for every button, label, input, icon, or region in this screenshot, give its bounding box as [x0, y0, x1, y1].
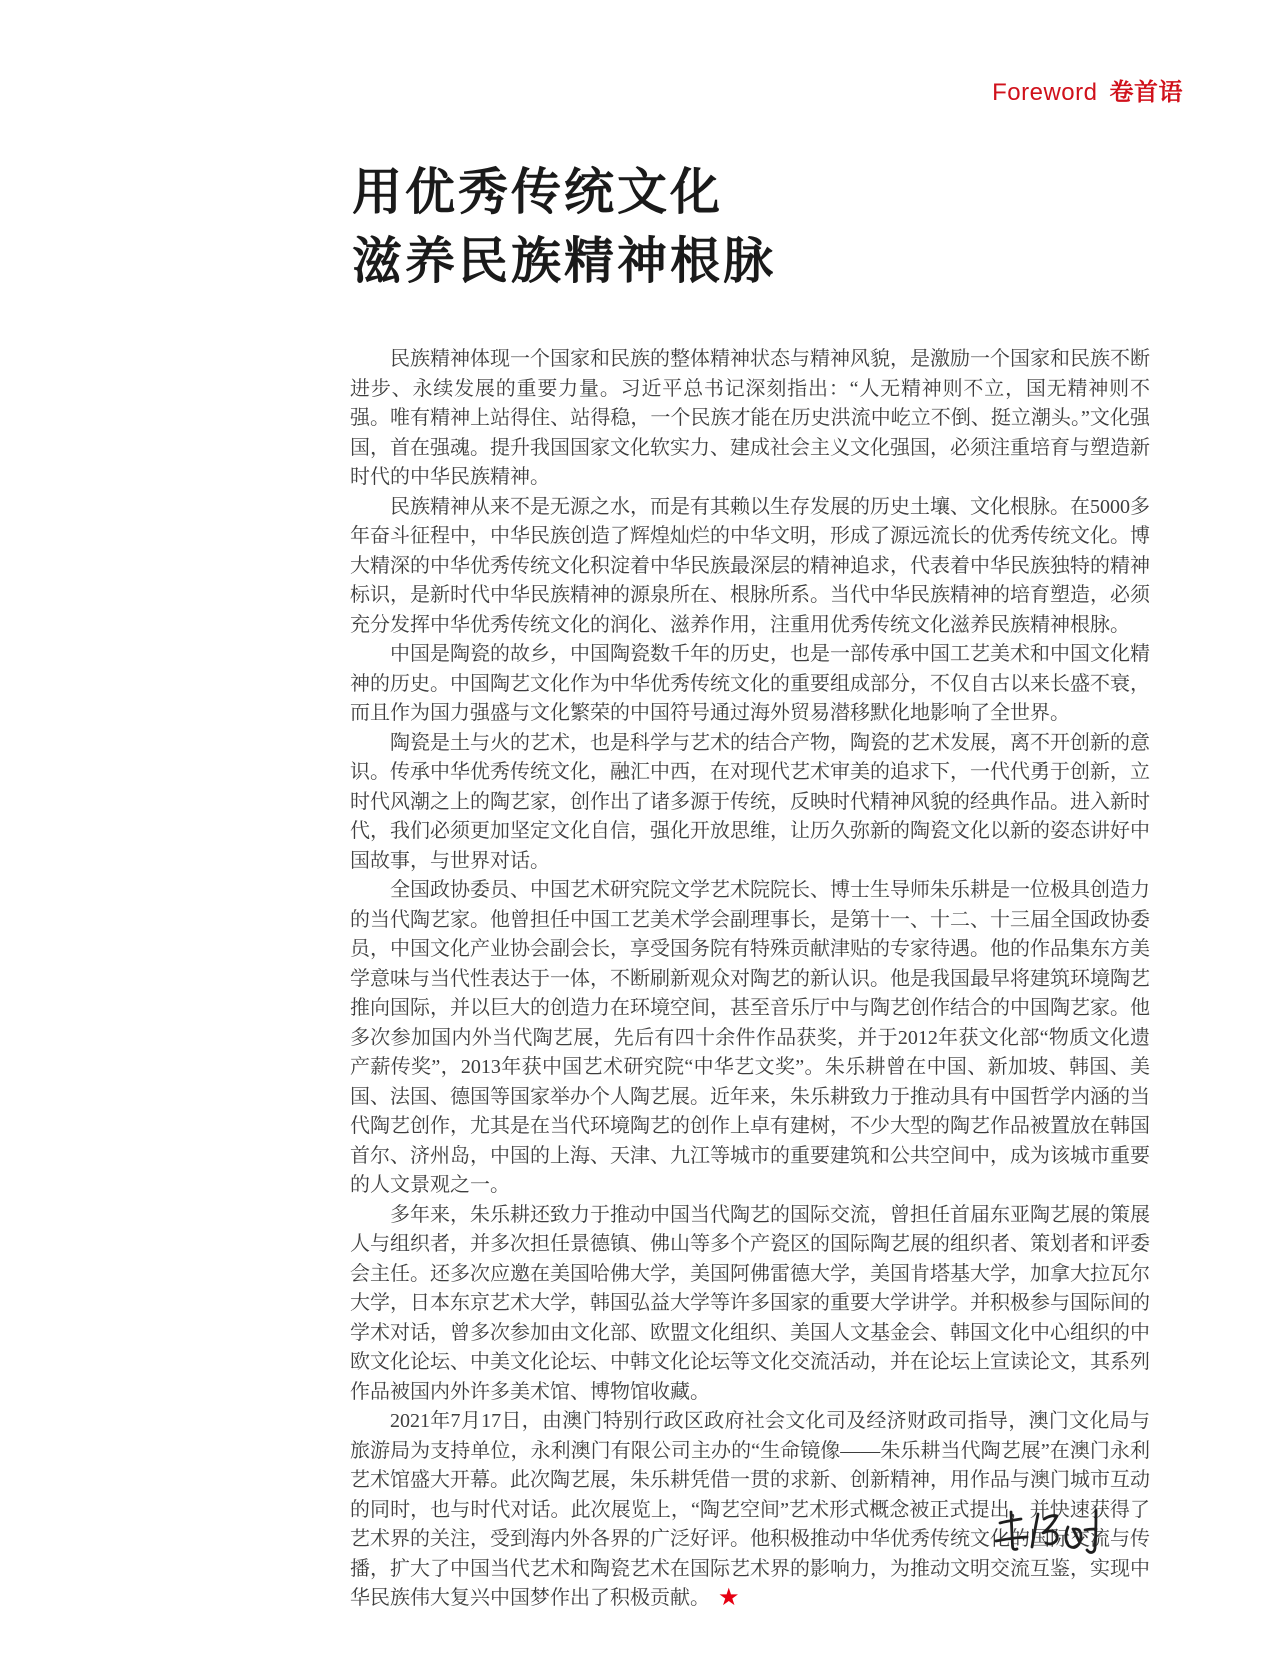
- end-star-icon: ★: [718, 1585, 740, 1611]
- body-paragraph: 全国政协委员、中国艺术研究院文学艺术院院长、博士生导师朱乐耕是一位极具创造力的当代陶艺家。他曾担任中国工艺美术学会副理事长，是第十一、十二、十三届全国政协委员，中国文化产业协会副会长，享受国务院有特殊贡献津贴的专家待遇。他的作品集东方美学意味与当代性表达于一体，不断刷新观众对陶艺的新认识。他是我国最早将建筑环境陶艺推向国际，并以巨大的创造力在环境空间，甚至音乐厅中与陶艺创作结合的中国陶艺家。他多次参加国内外当代陶艺展，先后有四十余件作品获奖，并于2012年获文化部“物质文化遗产薪传奖”，2013年获中国艺术研究院“中华艺文奖”。朱乐耕曾在中国、新加坡、韩国、美国、法国、德国等国家举办个人陶艺展。近年来，朱乐耕致力于推动具有中国哲学内涵的当代陶艺创作，尤其是在当代环境陶艺的创作上卓有建树，不少大型的陶艺作品被置放在韩国首尔、济州岛，中国的上海、天津、九江等城市的重要建筑和公共空间中，成为该城市重要的人文景观之一。: [350, 879, 1150, 1196]
- page-title-line-1: 用优秀传统文化: [352, 164, 723, 220]
- page-title: [352, 158, 776, 296]
- signature: [988, 1502, 1114, 1560]
- foreword-label-zh: 卷首语: [1109, 79, 1183, 106]
- foreword-label-en: Foreword: [992, 79, 1098, 106]
- body-paragraph: 陶瓷是土与火的艺术，也是科学与艺术的结合产物，陶瓷的艺术发展，离不开创新的意识。传承中华优秀传统文化，融汇中西，在对现代艺术审美的追求下，一代代勇于创新，立时代风潮之上的陶艺家，创作出了诸多源于传统，反映时代精神风貌的经典作品。进入新时代，我们必须更加坚定文化自信，强化开放思维，让历久弥新的陶瓷文化以新的姿态讲好中国故事，与世界对话。: [350, 731, 1150, 872]
- body-paragraph-text: 2021年7月17日，由澳门特别行政区政府社会文化司及经济财政司指导，澳门文化局与旅游局为支持单位，永利澳门有限公司主办的“生命镜像——朱乐耕当代陶艺展”在澳门永利艺术馆盛大开幕。此次陶艺展，朱乐耕凭借一贯的求新、创新精神，用作品与澳门城市互动的同时，也与时代对话。此次展览上，“陶艺空间”艺术形式概念被正式提出，并快速获得了艺术界的关注，受到海内外各界的广泛好评。他积极推动中华优秀传统文化的国际交流与传播，扩大了中国当代艺术和陶瓷艺术在国际艺术界的影响力，为推动文明交流互鉴，实现中华民族伟大复兴中国梦作出了积极贡献。: [350, 1410, 1150, 1609]
- body-paragraph: 多年来，朱乐耕还致力于推动中国当代陶艺的国际交流，曾担任首届东亚陶艺展的策展人与组织者，并多次担任景德镇、佛山等多个产瓷区的国际陶艺展的组织者、策划者和评委会主任。还多次应邀在美国哈佛大学，美国阿佛雷德大学，美国肯塔基大学，加拿大拉瓦尔大学，日本东京艺术大学，韩国弘益大学等许多国家的重要大学讲学。并积极参与国际间的学术对话，曾多次参加由文化部、欧盟文化组织、美国人文基金会、韩国文化中心组织的中欧文化论坛、中美文化论坛、中韩文化论坛等文化交流活动，并在论坛上宣读论文，其系列作品被国内外许多美术馆、博物馆收藏。: [350, 1203, 1150, 1403]
- foreword-header-label: [992, 72, 1183, 107]
- body-paragraph: 民族精神从来不是无源之水，而是有其赖以生存发展的历史土壤、文化根脉。在5000多年奋斗征程中，中华民族创造了辉煌灿烂的中华文明，形成了源远流长的优秀传统文化。博大精深的中华优秀传统文化积淀着中华民族最深层的精神追求，代表着中华民族独特的精神标识，是新时代中华民族精神的源泉所在、根脉所系。当代中华民族精神的培育塑造，必须充分发挥中华优秀传统文化的润化、滋养作用，注重用优秀传统文化滋养民族精神根脉。: [350, 495, 1150, 636]
- article-body: [350, 345, 1150, 1614]
- body-paragraph: 中国是陶瓷的故乡，中国陶瓷数千年的历史，也是一部传承中国工艺美术和中国文化精神的历史。中国陶艺文化作为中华优秀传统文化的重要组成部分，不仅自古以来长盛不衰，而且作为国力强盛与文化繁荣的中国符号通过海外贸易潜移默化地影响了全世界。: [350, 643, 1150, 724]
- body-paragraph: 民族精神体现一个国家和民族的整体精神状态与精神风貌，是激励一个国家和民族不断进步、永续发展的重要力量。习近平总书记深刻指出：“人无精神则不立，国无精神则不强。唯有精神上站得住、站得稳，一个民族才能在历史洪流中屹立不倒、挺立潮头。”文化强国，首在强魂。提升我国国家文化软实力、建成社会主义文化强国，必须注重培育与塑造新时代的中华民族精神。: [350, 348, 1150, 488]
- page-title-line-2: 滋养民族精神根脉: [352, 233, 776, 289]
